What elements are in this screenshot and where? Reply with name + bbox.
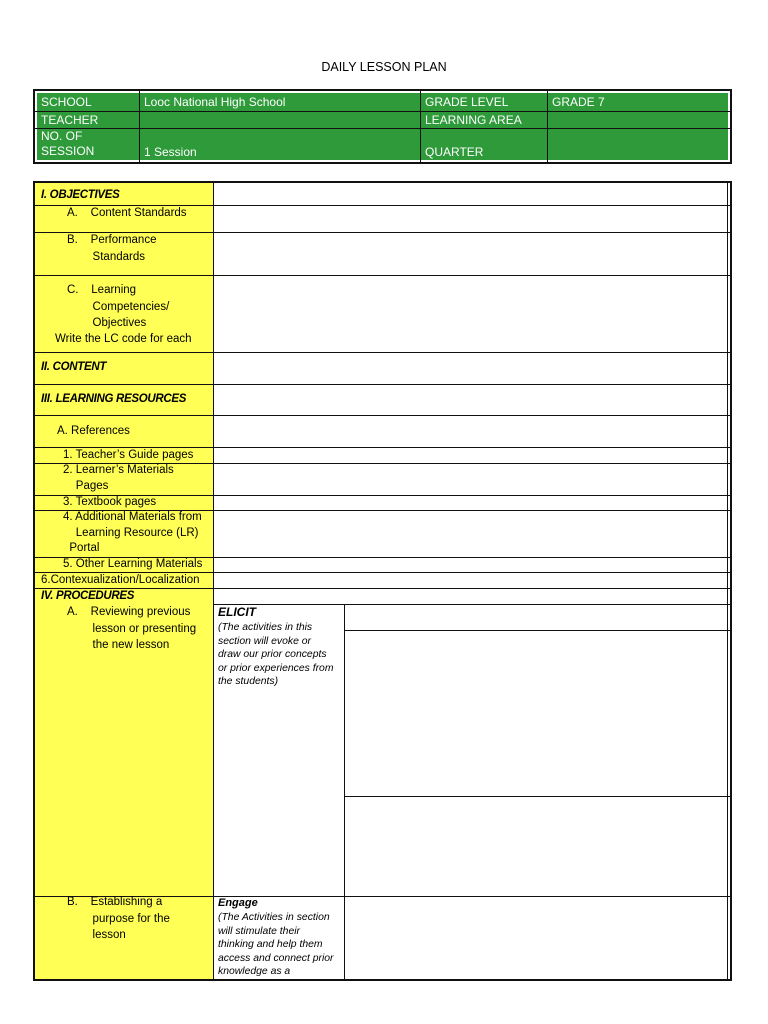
lesson-plan-table — [33, 181, 732, 981]
engage-note: (The Activities in section will stimulate their thinking and help them access and connect prior knowledge as a — [218, 912, 334, 978]
row-divider — [35, 275, 732, 276]
reviewing-label: A. Reviewing previous lesson or presenting the new lesson — [67, 606, 197, 651]
row-divider — [35, 352, 732, 353]
header-divider — [139, 91, 140, 162]
row-divider — [213, 604, 732, 605]
row-divider — [344, 796, 732, 797]
column-divider — [727, 183, 728, 981]
learning-competencies-label: C. Learning Competencies/ Objectives — [67, 284, 170, 329]
textbook-pages-label: 3. Textbook pages — [63, 496, 157, 508]
learners-materials-label: 2. Learner’s Materials Pages — [63, 464, 174, 492]
teacher-value — [140, 112, 420, 128]
procedures-heading: IV. PROCEDURES — [41, 590, 135, 602]
content-heading: II. CONTENT — [41, 361, 107, 373]
header-table — [33, 89, 732, 164]
header-divider — [420, 91, 421, 162]
contextualization-label: 6.Contexualization/Localization — [41, 574, 200, 586]
learning-resources-heading: III. LEARNING RESOURCES — [41, 393, 187, 405]
header-divider — [547, 91, 548, 162]
learning-area-value — [548, 112, 728, 128]
elicit-heading: ELICIT — [218, 605, 256, 619]
quarter-value — [548, 129, 728, 160]
additional-materials-label: 4. Additional Materials from Learning Resource (LR) Portal — [63, 511, 202, 554]
other-materials-label: 5. Other Learning Materials — [63, 558, 203, 570]
references-label: A. References — [57, 425, 130, 437]
content-standards-label: A. Content Standards — [67, 207, 187, 219]
school-value: Looc National High School — [140, 93, 420, 111]
performance-standards-label: B. Performance Standards — [67, 234, 157, 263]
row-divider — [344, 630, 732, 631]
elicit-note: (The activities in this section will evoke or draw our prior concepts or prior experiences from the students) — [218, 622, 334, 688]
row-divider — [35, 384, 732, 385]
column-divider — [213, 183, 214, 981]
objectives-heading: I. OBJECTIVES — [41, 189, 120, 201]
establishing-label: B. Establishing a purpose for the lesson — [67, 896, 170, 941]
session-value: 1 Session — [140, 129, 420, 160]
session-label: NO. OF SESSION — [37, 129, 139, 160]
school-label: SCHOOL — [37, 93, 139, 111]
quarter-label: QUARTER — [421, 129, 547, 160]
teacher-label: TEACHER — [37, 112, 139, 128]
row-divider — [35, 415, 732, 416]
lc-code-note: Write the LC code for each — [55, 333, 192, 345]
engage-heading: Engage — [218, 897, 258, 909]
column-divider — [344, 604, 345, 981]
grade-level-value: GRADE 7 — [548, 93, 728, 111]
teachers-guide-label: 1. Teacher’s Guide pages — [63, 449, 194, 461]
page-title: DAILY LESSON PLAN — [321, 60, 447, 74]
grade-level-label: GRADE LEVEL — [421, 93, 547, 111]
learning-area-label: LEARNING AREA — [421, 112, 547, 128]
